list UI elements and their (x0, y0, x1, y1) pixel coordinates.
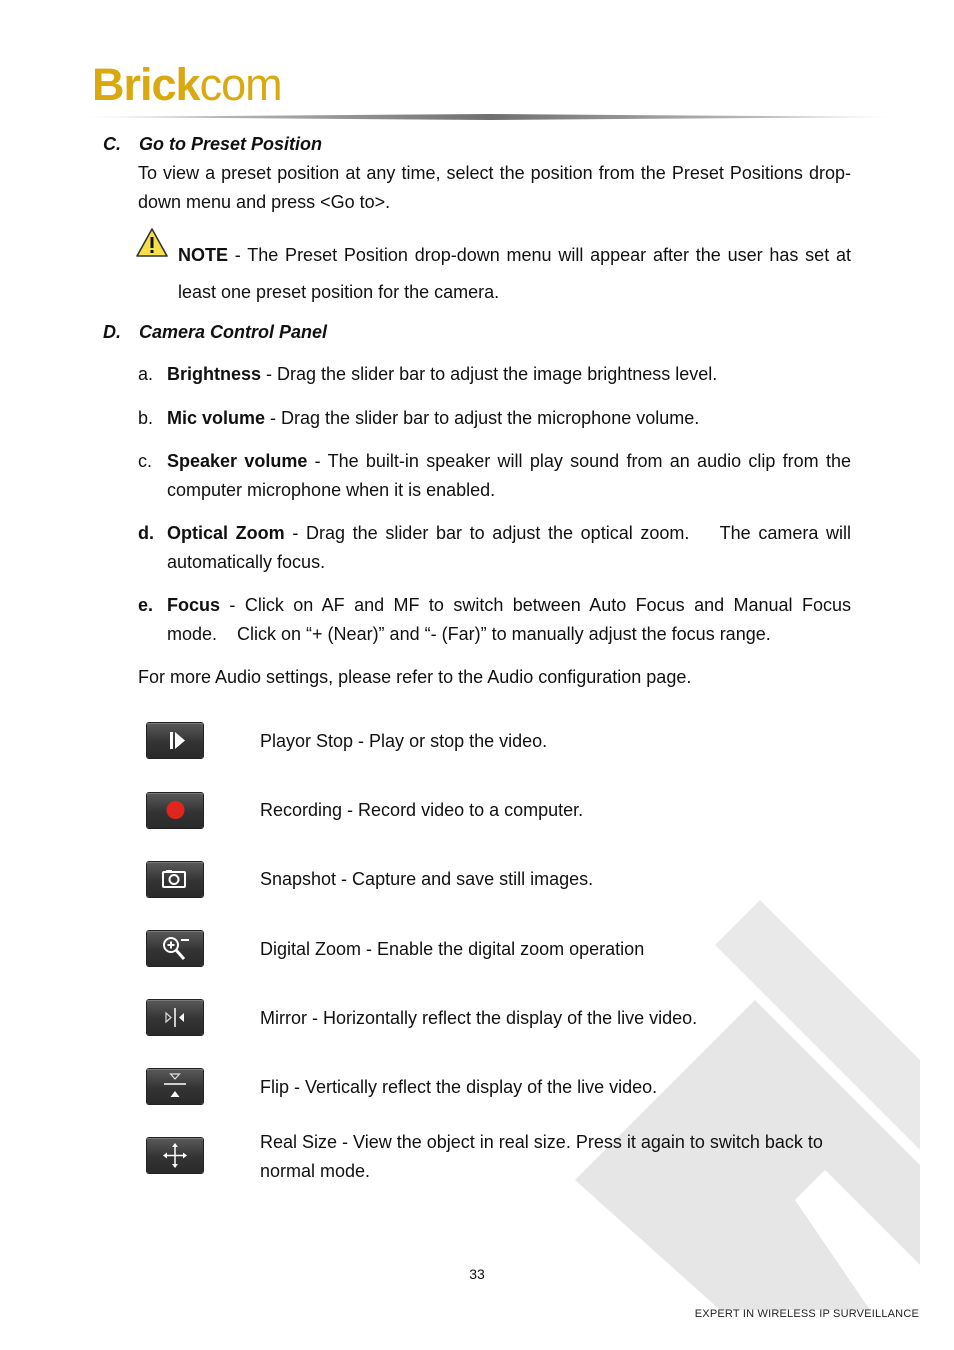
section-title: Camera Control Panel (139, 322, 328, 342)
section-c-body: To view a preset position at any time, select the position from the Preset Positions drop-down menu and press <Go to>. (138, 163, 851, 212)
header-rule (86, 114, 894, 120)
section-title: Go to Preset Position (139, 134, 323, 154)
item-term: Brightness (167, 364, 262, 384)
list-marker: b. (138, 408, 154, 428)
footer-tagline: EXPERT IN WIRELESS IP SURVEILLANCE (694, 1308, 919, 1320)
real-size-button[interactable] (147, 1138, 203, 1173)
list-item (167, 447, 851, 505)
play-stop-icon (147, 723, 203, 758)
item-term: Optical Zoom (167, 523, 285, 543)
section-letter: D. (103, 322, 121, 342)
digital-zoom-button[interactable] (147, 931, 203, 966)
section-letter: C. (103, 134, 121, 154)
warning-icon (135, 227, 169, 259)
audio-settings-note: For more Audio settings, please refer to the Audio configuration page. (138, 667, 692, 687)
mirror-description: Mirror - Horizontally reflect the display of the live video. (260, 1008, 698, 1028)
snapshot-button[interactable] (147, 862, 203, 897)
list-marker: c. (138, 451, 153, 471)
brickcom-logo: Brickcom (92, 59, 282, 110)
item-text: - Click on AF and MF to switch between Auto Focus and Manual Focus mode. Click on “+ (Near)” and “- (Far)” to manually adjust the focus range. (167, 595, 851, 644)
flip-icon (147, 1069, 203, 1104)
real-size-description: Real Size - View the object in real size. Press it again to switch back to normal mode. (260, 1132, 823, 1181)
page-number: 33 (469, 1266, 485, 1282)
play-stop-button[interactable] (147, 723, 203, 758)
mirror-button[interactable] (147, 1000, 203, 1035)
play-stop-description: Playor Stop - Play or stop the video. (260, 731, 548, 751)
flip-button[interactable] (147, 1069, 203, 1104)
item-text: - Drag the slider bar to adjust the microphone volume. (265, 408, 700, 428)
item-text: - Drag the slider bar to adjust the optical zoom. The camera will automatically focus. (167, 523, 851, 572)
item-term: Mic volume (167, 408, 266, 428)
list-marker: d. (138, 523, 154, 543)
flip-description: Flip - Vertically reflect the display of the live video. (260, 1077, 658, 1097)
record-description: Recording - Record video to a computer. (260, 800, 584, 820)
note-label: NOTE (178, 245, 229, 265)
section-c-heading (0, 133, 954, 155)
list-marker: e. (138, 595, 154, 615)
mirror-icon (147, 1000, 203, 1035)
item-term: Focus (167, 595, 221, 615)
camera-icon (147, 862, 203, 897)
digital-zoom-description: Digital Zoom - Enable the digital zoom operation (260, 939, 645, 959)
note-text (178, 237, 851, 311)
list-item (167, 591, 851, 649)
list-item (167, 360, 851, 389)
record-icon (147, 793, 203, 828)
snapshot-description: Snapshot - Capture and save still images. (260, 869, 594, 889)
control-panel-list (0, 360, 954, 680)
item-text: - The built-in speaker will play sound from an audio clip from the computer microphone when it is enabled. (167, 451, 851, 500)
list-item (167, 519, 851, 577)
real-size-icon (147, 1138, 203, 1173)
record-button[interactable] (147, 793, 203, 828)
section-d-heading (0, 321, 954, 343)
list-marker: a. (138, 364, 154, 384)
item-text: - Drag the slider bar to adjust the image brightness level. (261, 364, 718, 384)
list-item (167, 404, 851, 433)
item-term: Speaker volume (167, 451, 308, 471)
note-body: - The Preset Position drop-down menu will appear after the user has set at least one preset position for the camera. (178, 245, 851, 302)
zoom-icon (147, 931, 203, 966)
